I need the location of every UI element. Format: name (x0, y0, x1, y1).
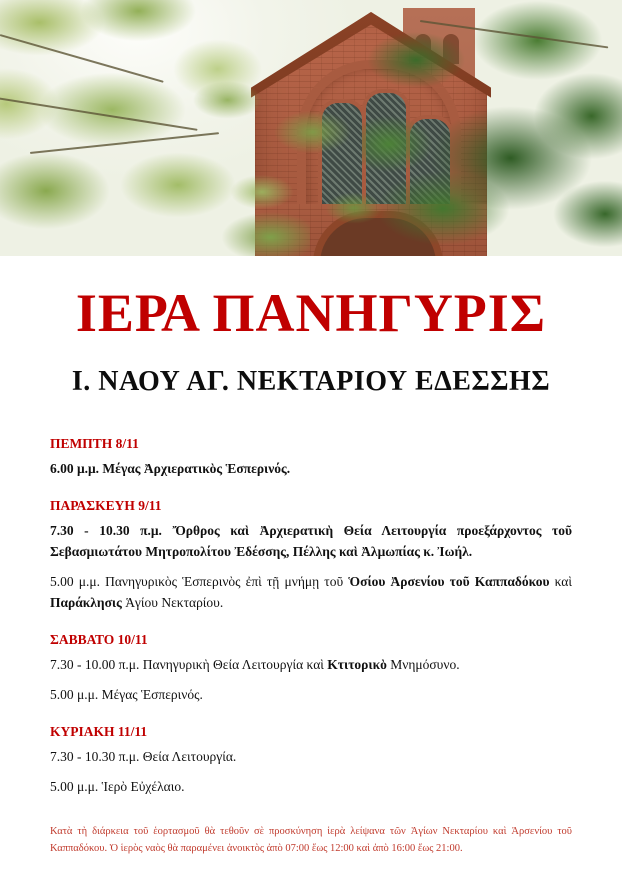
schedule-entry-fri-morning (50, 521, 572, 563)
footnote-text: Κατὰ τὴ διάρκεια τοῦ ἑορτασμοῦ θὰ τεθοῦν σὲ προσκύνηση ἱερὰ λείψανα τῶν Ἁγίων Νεκταρίου καὶ Ἀρσενίου τοῦ Καππαδόκου. Ὁ ἱερὸς ναὸς θὰ παραμένει ἀνοικτὸς ἀπὸ 07:00 ἕως 12:00 καὶ ἀπὸ 16:00 ἕως 21:00. (50, 826, 572, 854)
entry-segment: 5.00 μ.μ. Ἱερὸ Εὐχέλαιο. (50, 779, 185, 795)
entry-segment: καὶ (549, 574, 573, 590)
schedule-day-saturday (50, 632, 572, 706)
schedule-entry-sat-evening (50, 685, 572, 706)
foliage-right (362, 0, 622, 256)
day-heading-saturday: ΣΑΒΒΑΤΟ 10/11 (50, 631, 148, 647)
entry-segment: Παράκλησις (50, 595, 122, 611)
entry-segment: Ἁγίου Νεκταρίου. (121, 595, 224, 611)
schedule-entry-sat-morning (50, 655, 572, 676)
foliage-center (170, 60, 400, 256)
schedule-entry-thu-evening (50, 459, 572, 480)
entry-segment: 7.30 - 10.00 π.μ. Πανηγυρικὴ Θεία Λειτουργία καὶ (50, 657, 328, 673)
poster-title: ΙΕΡΑ ΠΑΝΗΓΥΡΙΣ (75, 283, 547, 343)
schedule-day-sunday (50, 724, 572, 798)
entry-segment: Κτιτορικὸ (327, 657, 387, 673)
entry-segment: 7.30 - 10.30 π.μ. Θεία Λειτουργία. (50, 749, 237, 765)
day-heading-sunday: ΚΥΡΙΑΚΗ 11/11 (50, 724, 148, 740)
schedule-entry-fri-evening (50, 572, 572, 614)
schedule-entry-sun-morning (50, 747, 572, 768)
entry-segment: Μνημόσυνο. (386, 657, 460, 673)
entry-segment: Ὁσίου Ἀρσενίου τοῦ Καππαδόκου (348, 574, 550, 590)
entry-segment: 7.30 - 10.30 π.μ. Ὄρθρος καὶ Ἀρχιερατικὴ Θεία Λειτουργία προεξάρχοντος τοῦ Σεβασμιωτάτου Μητροπολίτου Ἐδέσσης, Πέλλης καὶ Ἀλμωπίας κ. Ἰωήλ. (50, 523, 572, 560)
church-photograph (0, 0, 622, 256)
day-heading-friday: ΠΑΡΑΣΚΕΥΗ 9/11 (50, 498, 162, 514)
entry-segment: 5.00 μ.μ. Μέγας Ἑσπερινός. (50, 687, 203, 703)
day-heading-thursday: ΠΕΜΠΤΗ 8/11 (50, 436, 139, 451)
schedule-day-thursday (50, 436, 572, 480)
poster-subtitle: Ι. ΝΑΟΥ ΑΓ. ΝΕΚΤΑΡΙΟΥ ΕΔΕΣΣΗΣ (71, 366, 551, 397)
event-schedule (50, 436, 572, 798)
schedule-day-friday (50, 498, 572, 614)
schedule-entry-sun-evening (50, 777, 572, 798)
entry-segment: 6.00 μ.μ. Μέγας Ἀρχιερατικὸς Ἑσπερινός. (50, 461, 291, 477)
entry-segment: 5.00 μ.μ. Πανηγυρικὸς Ἑσπερινὸς ἐπὶ τῇ μνήμῃ τοῦ (50, 574, 349, 590)
